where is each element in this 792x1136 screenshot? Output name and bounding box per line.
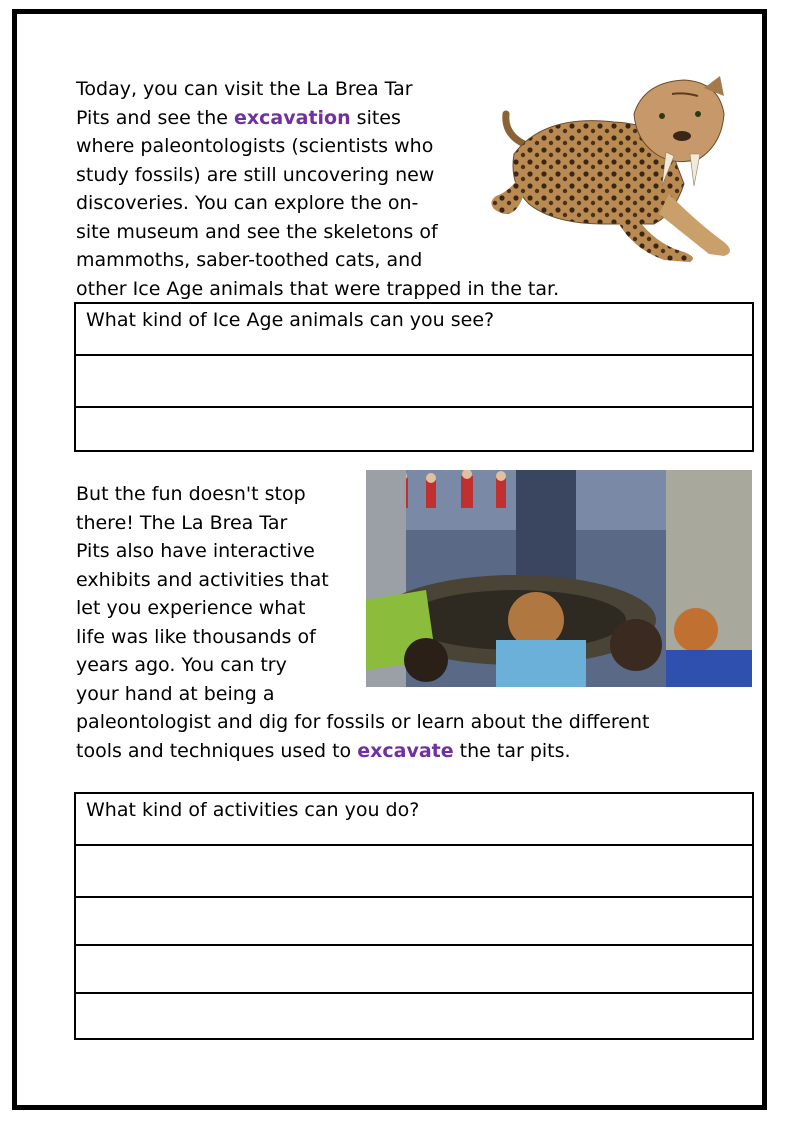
answer-line[interactable] xyxy=(76,944,752,992)
answer-line[interactable] xyxy=(76,354,752,406)
question-prompt: What kind of activities can you do? xyxy=(86,799,420,821)
paragraph-activities xyxy=(76,480,649,765)
vocab-word-excavation: excavation xyxy=(234,106,351,129)
question-table-animals xyxy=(74,302,754,452)
text-line: site museum and see the skeletons of xyxy=(76,220,438,243)
text-line: where paleontologists (scientists who xyxy=(76,135,434,157)
text-line: Pits also have interactive xyxy=(76,540,315,562)
answer-line[interactable] xyxy=(76,896,752,944)
text-line: exhibits and activities that xyxy=(76,568,329,591)
text-line: Today, you can visit the La Brea Tar xyxy=(76,78,413,100)
text-line: other Ice Age animals that were trapped in the tar. xyxy=(76,277,560,300)
text-line: your hand at being a xyxy=(76,682,275,705)
text-line: tools and techniques used to excavate the tar pits. xyxy=(76,739,571,762)
text-line: paleontologist and dig for fossils or learn about the different xyxy=(76,711,650,733)
text-line: life was like thousands of xyxy=(76,625,316,648)
question-prompt: What kind of Ice Age animals can you see? xyxy=(86,309,495,331)
text-line: years ago. You can try xyxy=(76,654,287,676)
answer-line[interactable] xyxy=(76,406,752,450)
text-line: mammoths, saber-toothed cats, and xyxy=(76,249,423,271)
text-line: let you experience what xyxy=(76,597,306,619)
text-line: But the fun doesn't stop xyxy=(76,483,306,505)
text-line: discoveries. You can explore the on- xyxy=(76,192,419,214)
answer-line[interactable] xyxy=(76,844,752,896)
answer-line[interactable] xyxy=(76,992,752,1038)
vocab-word-excavate: excavate xyxy=(357,739,454,762)
text-line: Pits and see the excavation sites xyxy=(76,106,401,129)
question-table-activities xyxy=(74,792,754,1040)
text-line: study fossils) are still uncovering new xyxy=(76,163,435,186)
saber-toothed-cat-image xyxy=(484,74,742,268)
text-line: there! The La Brea Tar xyxy=(76,511,288,534)
